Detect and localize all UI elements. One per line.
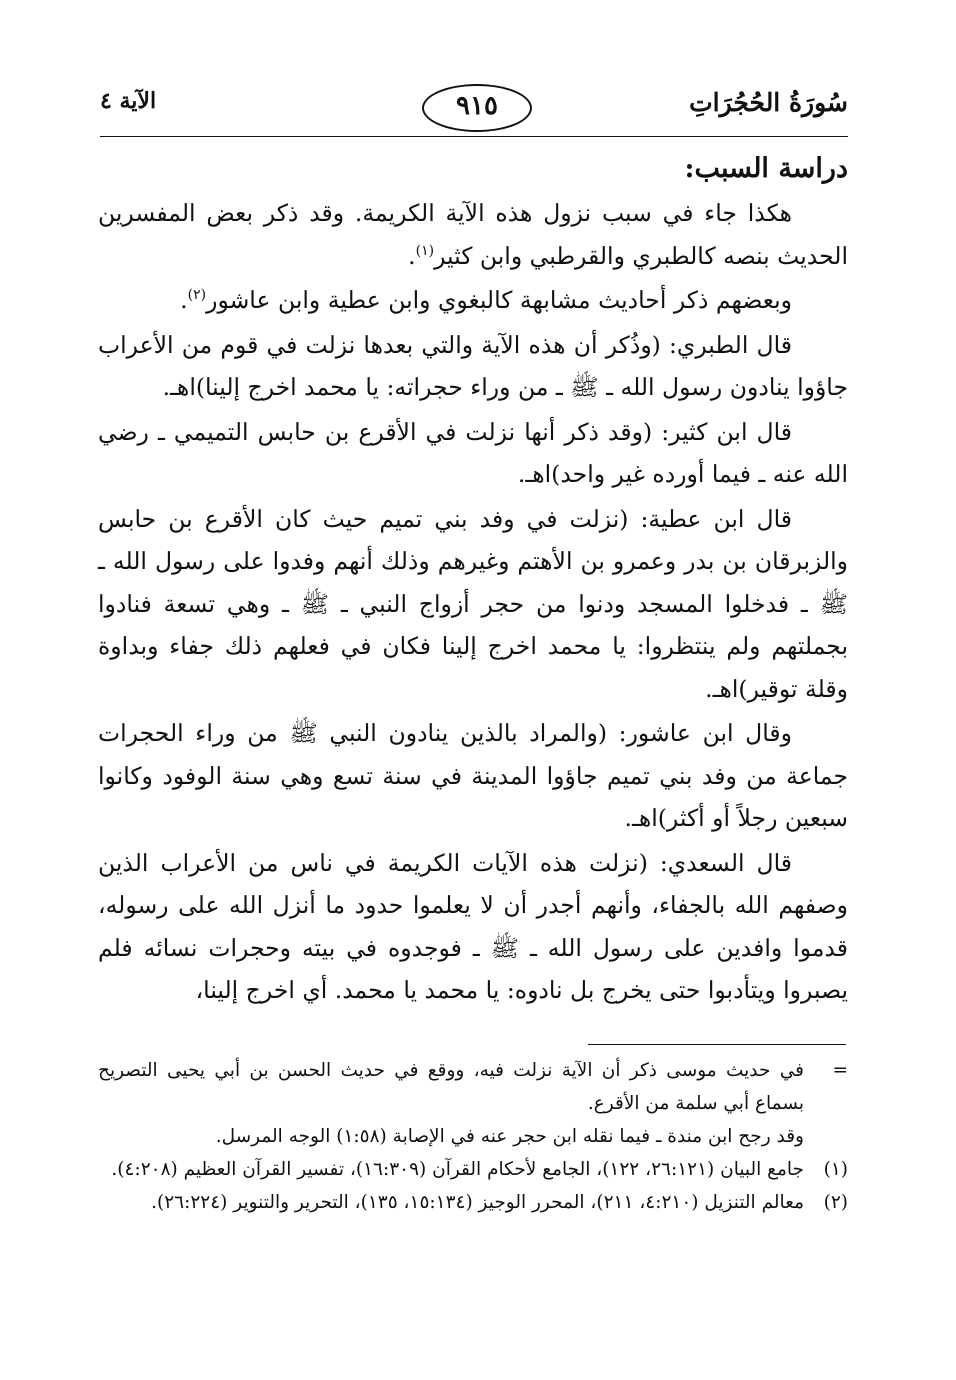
footnote-number: (٢) [823,1192,848,1213]
footnote-ref: (١) [415,242,435,259]
continuation-mark: = [832,1060,848,1081]
footnote-continuation [98,1054,848,1120]
section-heading: دراسة السبب: [684,153,848,184]
footnote-ref: (٢) [187,287,207,304]
period: . [180,286,188,314]
footnote-text: في حديث موسى ذكر أن الآية نزلت فيه، ووقع في حديث الحسن بن أبي يحيى التصريح بسماع أبي سلمة من الأقرع. [98,1060,804,1114]
footnote-item [98,1153,848,1186]
footnote-continuation-line: وقد رجح ابن مندة ـ فيما نقله ابن حجر عنه في الإصابة (١:٥٨) الوجه المرسل. [215,1126,804,1147]
header-divider [100,136,848,137]
paragraph: قال ابن عطية: (نزلت في وفد بني تميم حيث كان الأقرع بن حابس والزبرقان بن بدر وعمرو بن الأهتم وغيرهم وذلك أنهم وفدوا على رسول الله ـ ﷺ ـ فدخلوا المسجد ودنوا من حجر أزواج النبي ـ ﷺ ـ وهي تسعة فنادوا بجملتهم ولم ينتظروا: يا محمد اخرج إلينا فكان في فعلهم ذلك جفاء وبداوة وقلة توقير)اهـ. [98,504,848,703]
paragraph-text: وبعضهم ذكر أحاديث مشابهة كالبغوي وابن عطية وابن عاشور [206,286,792,314]
paragraph [98,279,848,322]
page-header [100,70,848,140]
paragraph: وقال ابن عاشور: (والمراد بالذين ينادون النبي ﷺ من وراء الحجرات جماعة من وفد بني تميم جاؤوا المدينة في سنة تسع وهي سنة الوفود وكانوا سبعين رجلاً أو أكثر)اهـ. [98,719,848,832]
page-number: ٩١٥ [456,91,498,121]
footnote-number: (١) [823,1159,848,1180]
paragraph-text: هكذا جاء في سبب نزول هذه الآية الكريمة. وقد ذكر بعض المفسرين الحديث بنصه كالطبري والقرطبي وابن كثير [98,199,848,270]
paragraph [98,192,848,277]
period: . [408,241,416,270]
paragraph: قال الطبري: (وذُكر أن هذه الآية والتي بعدها نزلت في قوم من الأعراب جاؤوا ينادون رسول الله ـ ﷺ ـ من وراء حجراته: يا محمد اخرج إلينا)اهـ. [98,330,848,401]
main-text [98,146,848,1014]
footnote-text: معالم التنزيل (٤:٢١٠، ٢١١)، المحرر الوجيز (١٥:١٣٤، ١٣٥)، التحرير والتنوير (٢٦:٢٢٤). [151,1192,804,1213]
ayah-label: الآية ٤ [100,88,157,114]
footnotes [98,1054,848,1219]
footnote-text: جامع البيان (٢٦:١٢١، ١٢٢)، الجامع لأحكام القرآن (١٦:٣٠٩)، تفسير القرآن العظيم (٤:٢٠٨). [111,1159,804,1180]
footnote-divider [588,1044,846,1045]
paragraph: قال السعدي: (نزلت هذه الآيات الكريمة في ناس من الأعراب الذين وصفهم الله بالجفاء، وأنهم أجدر أن لا يعلموا حدود ما أنزل الله على رسوله، قدموا وافدين على رسول الله ـ ﷺ ـ فوجدوه في بيته وحجرات نسائه فلم يصبروا ويتأدبوا حتى يخرج بل نادوه: يا محمد يا محمد. أي اخرج إلينا، [98,848,848,1004]
page-number-oval [422,84,532,132]
paragraph: قال ابن كثير: (وقد ذكر أنها نزلت في الأقرع بن حابس التميمي ـ رضي الله عنه ـ فيما أورده غير واحد)اهـ. [98,417,848,488]
footnote-item [98,1186,848,1219]
surah-name: سُورَةُ الحُجُرَاتِ [689,88,848,117]
